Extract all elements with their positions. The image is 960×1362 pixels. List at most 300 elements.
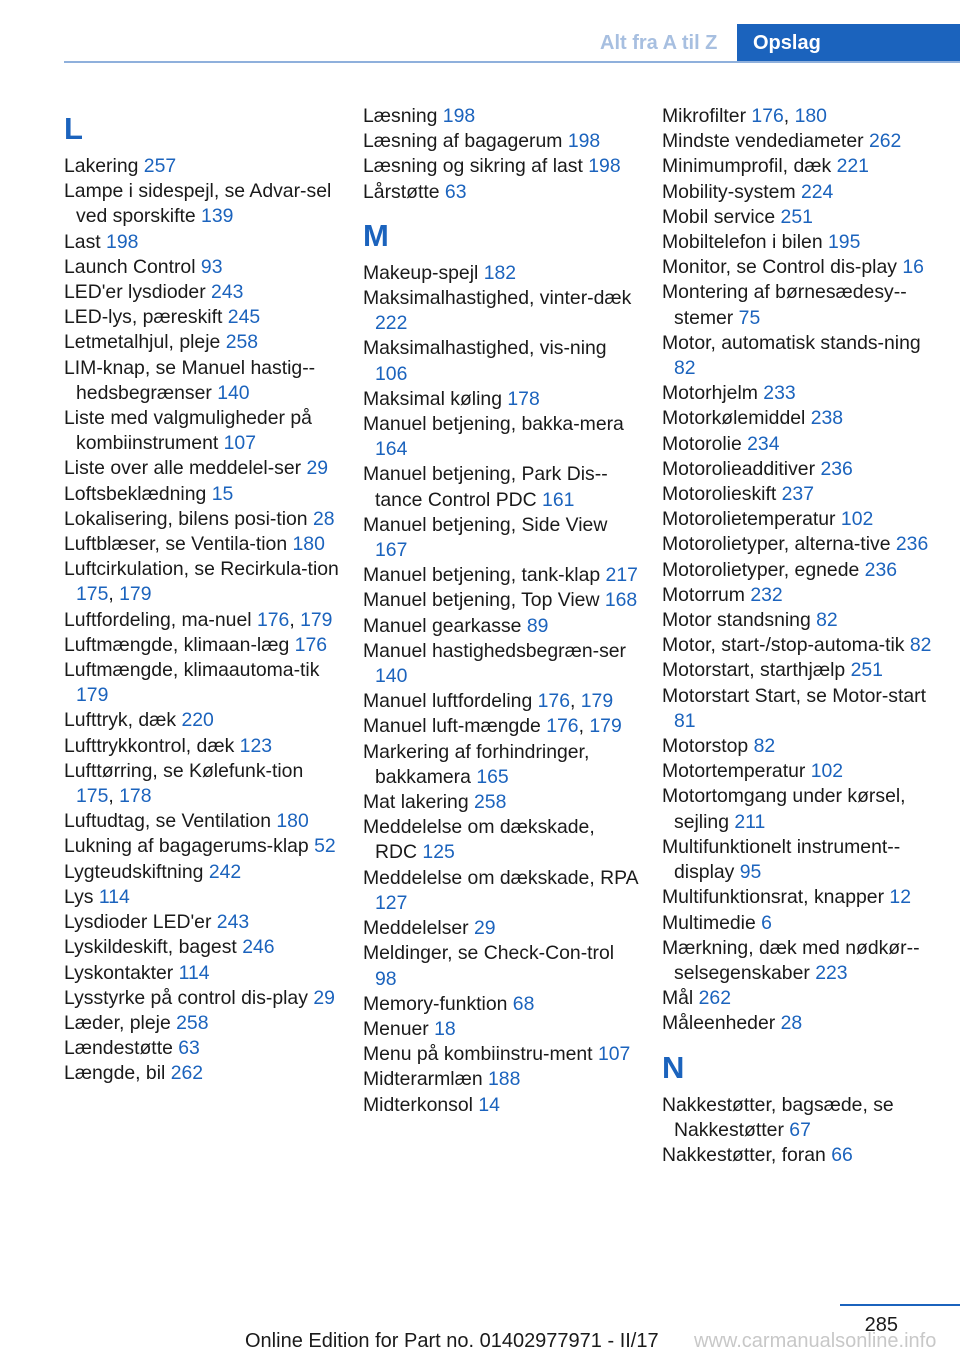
index-term: Manuel luftfordeling	[363, 690, 538, 713]
page-reference-link[interactable]: 82	[753, 735, 776, 758]
index-term: Memory-funktion	[363, 992, 513, 1015]
page-reference-link[interactable]: 180	[292, 533, 325, 556]
index-entry	[662, 936, 937, 986]
footer-rule	[840, 1304, 960, 1306]
page-reference-link[interactable]: 81	[674, 709, 696, 732]
page-reference-link[interactable]: 164	[375, 438, 408, 461]
index-entry	[662, 331, 937, 381]
index-term: Mat lakering	[363, 791, 475, 814]
index-term: Mobility-system	[662, 180, 801, 203]
page-reference-link[interactable]: 234	[747, 432, 780, 455]
index-entry	[363, 563, 638, 588]
index-entry	[662, 759, 937, 784]
page-reference-link[interactable]: 182	[483, 261, 517, 284]
page-reference-link[interactable]: 107	[223, 432, 256, 455]
index-entry	[363, 588, 638, 613]
watermark: www.carmanualsonline.info	[694, 1330, 937, 1352]
index-letter-heading: M	[363, 217, 389, 253]
index-column-2	[363, 104, 638, 1118]
page-reference-link[interactable]: 243	[211, 281, 244, 304]
index-entry	[363, 412, 638, 462]
index-entry	[363, 815, 638, 865]
index-term: Læsning og sikring af last	[363, 155, 589, 178]
index-term: Meddelelse om dækskade, RPA	[363, 866, 638, 889]
page-reference-link[interactable]: 125	[422, 841, 455, 864]
index-entry	[363, 336, 638, 386]
page-reference-link[interactable]: 222	[375, 312, 408, 335]
index-entry	[64, 885, 339, 910]
page-reference-link[interactable]: 28	[312, 507, 335, 530]
index-entry	[363, 689, 638, 714]
index-entry	[363, 941, 638, 991]
index-entry	[363, 261, 638, 286]
index-term: Lampe i sidespejl, se Advar-sel ved sporskifte	[64, 180, 332, 228]
page-reference-link[interactable]: 198	[567, 130, 601, 153]
page-reference-link[interactable]: 178	[507, 387, 540, 410]
index-entry	[64, 456, 339, 481]
index-term: Multimedie	[662, 911, 762, 934]
index-term: Nakkestøtter, foran	[662, 1143, 832, 1166]
index-term: Montering af børnesædesy-stemer	[662, 281, 907, 329]
index-entry	[363, 104, 638, 129]
index-entry	[662, 482, 937, 507]
index-term: Mikrofilter	[662, 105, 752, 127]
index-term: Liste med valgmuligheder på kombiinstrument	[64, 407, 312, 455]
index-term: Motorstart Start, se Motor-start	[662, 684, 926, 707]
page-number: 285	[864, 1314, 898, 1336]
index-entry	[662, 784, 937, 834]
index-term: Længde, bil	[64, 1062, 171, 1085]
index-term: Læder, pleje	[64, 1011, 177, 1034]
page-reference-link[interactable]: 106	[375, 362, 408, 385]
index-entry	[363, 740, 638, 790]
index-term: Luftmængde, klimaautoma-tik	[64, 659, 320, 682]
index-entry	[662, 154, 937, 179]
page-reference-link[interactable]: 198	[106, 230, 139, 253]
page-reference-link[interactable]: 198	[588, 155, 621, 178]
index-term: Meddelelse om dækskade, RDC	[363, 816, 595, 864]
index-entry	[64, 809, 339, 834]
page-reference-link[interactable]: 89	[526, 614, 549, 637]
index-term: Motorolietyper, egnede	[662, 558, 865, 581]
page-reference-link[interactable]: 220	[181, 709, 214, 732]
index-column-3	[662, 104, 937, 1168]
index-term: Markering af forhindringer, bakkamera	[363, 740, 590, 788]
index-term: Lårstøtte	[363, 180, 445, 203]
index-term: Motorolieadditiver	[662, 457, 821, 480]
page-reference-link[interactable]: 114	[98, 885, 130, 908]
index-entry	[662, 1143, 937, 1168]
page-reference-link[interactable]: 236	[820, 457, 853, 480]
index-term: Lys	[64, 885, 99, 908]
index-term: Luftblæser, se Ventila-tion	[64, 533, 293, 556]
index-entry	[64, 633, 339, 658]
index-term: LED'er lysdioder	[64, 281, 212, 304]
index-entry	[64, 834, 339, 859]
index-term: Mål	[662, 987, 699, 1010]
page-reference-link[interactable]: 68	[512, 992, 535, 1015]
index-entry	[64, 910, 339, 935]
page-reference-link[interactable]: 82	[909, 634, 932, 657]
index-entry	[363, 129, 638, 154]
index-term: Mærkning, dæk med nødkør-selsegenskaber	[662, 936, 920, 984]
page-reference-link[interactable]: 257	[143, 155, 177, 177]
page-reference-link[interactable]: 15	[211, 482, 234, 505]
index-term: Motorhjelm	[662, 382, 764, 405]
index-entry	[662, 180, 937, 205]
index-entry	[363, 1093, 638, 1118]
index-entry	[363, 1017, 638, 1042]
page-reference-link[interactable]: 245	[227, 306, 261, 329]
index-term: Lyskontakter	[64, 961, 179, 984]
index-term: Makeup-spejl	[363, 261, 484, 284]
index-entry	[662, 684, 937, 734]
page-separator: ,	[578, 715, 590, 738]
index-term: Luftmængde, klimaan-læg	[64, 633, 295, 656]
page-reference-link[interactable]: 29	[306, 457, 329, 480]
index-term: Meddelelser	[363, 917, 475, 940]
index-term: Lufttrykkontrol, dæk	[64, 734, 240, 757]
index-term: Motorolie	[662, 432, 748, 455]
page-reference-link[interactable]: 18	[434, 1017, 456, 1040]
index-entry	[363, 790, 638, 815]
index-term: Maksimalhastighed, vinter-dæk	[363, 287, 632, 310]
index-term: Last	[64, 230, 107, 253]
page-reference-link[interactable]: 211	[734, 810, 766, 833]
page-reference-link[interactable]: 188	[488, 1068, 521, 1091]
page-separator: ,	[289, 608, 301, 631]
index-term: Lakering	[64, 155, 144, 177]
page-reference-link[interactable]: 237	[781, 483, 814, 506]
page-reference-link[interactable]: 217	[605, 564, 638, 587]
page-reference-link[interactable]: 262	[698, 987, 731, 1010]
page-reference-link[interactable]: 28	[780, 1012, 803, 1035]
index-entry	[662, 835, 937, 885]
index-letter-heading: L	[64, 111, 83, 146]
index-term: LED-lys, pæreskift	[64, 306, 228, 329]
index-entry	[64, 759, 339, 809]
page-reference-link[interactable]: 95	[739, 861, 762, 884]
index-term: Motor standsning	[662, 609, 817, 632]
index-letter-heading: N	[662, 1049, 685, 1085]
page-reference-link[interactable]: 233	[763, 382, 796, 405]
page-reference-link[interactable]: 12	[889, 886, 911, 909]
index-term: Maksimalhastighed, vis-ning	[363, 337, 607, 360]
index-term: Motorolietyper, alterna-tive	[662, 533, 896, 556]
index-entry	[64, 1061, 339, 1086]
index-term: Liste over alle meddelel-ser	[64, 457, 307, 480]
page-reference-link[interactable]: 102	[840, 508, 874, 531]
page-reference-link[interactable]: 251	[780, 205, 813, 228]
page-reference-link[interactable]: 176	[751, 105, 784, 127]
page-reference-link[interactable]: 29	[474, 917, 496, 940]
index-entry	[64, 532, 339, 557]
index-term: Manuel betjening, Side View	[363, 513, 608, 536]
index-term: Lukning af bagagerums-klap	[64, 835, 315, 858]
index-entry	[64, 961, 339, 986]
index-term: Motor, automatisk stands-ning	[662, 331, 921, 354]
index-entry	[64, 557, 339, 607]
index-term: Motorolieskift	[662, 483, 782, 506]
page-reference-link[interactable]: 63	[178, 1037, 200, 1060]
index-term: Lysdioder LED'er	[64, 911, 217, 934]
index-term: Motorstop	[662, 735, 754, 758]
page-separator: ,	[108, 785, 120, 808]
index-term: Maksimal køling	[363, 387, 508, 410]
index-entry	[363, 180, 638, 205]
index-entry	[64, 230, 339, 255]
page-reference-link[interactable]: 14	[478, 1093, 500, 1116]
page-reference-link[interactable]: 176	[537, 690, 570, 713]
index-term: Menuer	[363, 1017, 435, 1040]
index-entry	[662, 432, 937, 457]
index-term: Motorstart, starthjælp	[662, 659, 851, 682]
index-entry	[64, 330, 339, 355]
index-term: Lufttryk, dæk	[64, 709, 182, 732]
index-term: Motortemperatur	[662, 760, 811, 783]
page-reference-link[interactable]: 179	[76, 684, 109, 707]
index-entry	[662, 1011, 937, 1036]
page-separator: ,	[569, 690, 581, 713]
page-reference-link[interactable]: 224	[800, 180, 834, 203]
page-reference-link[interactable]: 243	[216, 911, 250, 934]
page-reference-link[interactable]: 258	[176, 1011, 209, 1034]
index-term: Lændestøtte	[64, 1037, 179, 1060]
page-reference-link[interactable]: 29	[313, 986, 335, 1009]
index-entry	[662, 911, 937, 936]
page-reference-link[interactable]: 82	[674, 357, 696, 380]
index-term: Manuel betjening, tank-klap	[363, 564, 606, 587]
index-term: Manuel betjening, bakka-mera	[363, 413, 624, 436]
index-entry	[363, 714, 638, 739]
index-entry	[64, 179, 339, 229]
index-entry	[64, 1011, 339, 1036]
page-reference-link[interactable]: 180	[276, 810, 309, 833]
index-term: Nakkestøtter, bagsæde, se Nakkestøtter	[662, 1093, 894, 1141]
index-term: Lufttørring, se Kølefunk-tion	[64, 759, 304, 782]
page-reference-link[interactable]: 236	[864, 558, 898, 581]
index-entry	[64, 507, 339, 532]
footer-edition: Online Edition for Part no. 01402977971 - II/17	[245, 1330, 659, 1352]
page-reference-link[interactable]: 238	[810, 407, 844, 430]
page-reference-link[interactable]: 246	[242, 936, 275, 959]
index-entry	[662, 457, 937, 482]
index-term: Midterkonsol	[363, 1093, 479, 1116]
index-term: Manuel betjening, Top View	[363, 589, 605, 612]
page-reference-link[interactable]: 98	[375, 967, 397, 990]
index-term: Manuel luft-mængde	[363, 715, 547, 738]
index-entry	[662, 633, 937, 658]
index-entry	[662, 734, 937, 759]
index-term: Luftfordeling, ma-nuel	[64, 608, 257, 631]
index-term: Multifunktionelt instrument-display	[662, 835, 901, 884]
index-term: Launch Control	[64, 255, 201, 278]
page-reference-link[interactable]: 139	[201, 205, 234, 228]
index-entry	[363, 639, 638, 689]
page-reference-link[interactable]: 258	[225, 331, 259, 354]
index-entry	[64, 406, 339, 456]
index-entry	[662, 507, 937, 532]
index-term: Motorolietemperatur	[662, 508, 841, 531]
page-reference-link[interactable]: 258	[474, 791, 507, 814]
page-reference-link[interactable]: 127	[375, 891, 408, 914]
page-reference-link[interactable]: 165	[476, 765, 509, 788]
index-term: Mindste vendediameter	[662, 130, 869, 153]
index-entry	[662, 280, 937, 330]
page-reference-link[interactable]: 176	[546, 715, 579, 738]
index-term: Motorkølemiddel	[662, 407, 811, 430]
index-entry	[662, 406, 937, 431]
page-reference-link[interactable]: 195	[828, 231, 861, 254]
page-reference-link[interactable]: 179	[580, 690, 614, 713]
index-term: Lysstyrke på control dis-play	[64, 986, 314, 1009]
page-reference-link[interactable]: 242	[208, 860, 242, 883]
index-entry	[662, 558, 937, 583]
page-reference-link[interactable]: 123	[239, 734, 273, 757]
page-reference-link[interactable]: 168	[604, 589, 638, 612]
page-separator: ,	[108, 583, 120, 606]
page-reference-link[interactable]: 223	[815, 961, 848, 984]
index-entry	[662, 583, 937, 608]
page-reference-link[interactable]: 251	[850, 659, 883, 682]
page-reference-link[interactable]: 107	[597, 1043, 631, 1066]
index-term: Motor, start-/stop-automa-tik	[662, 634, 910, 657]
index-term: Lyskildeskift, bagest	[64, 936, 243, 959]
index-term: Manuel betjening, Park Dis-tance Control PDC	[363, 463, 608, 511]
index-term: LIM-knap, se Manuel hastig-hedsbegrænser	[64, 356, 316, 404]
index-term: Måleenheder	[662, 1012, 781, 1035]
index-entry	[64, 280, 339, 305]
index-entry	[64, 608, 339, 633]
index-term: Motorrum	[662, 583, 751, 606]
page-reference-link[interactable]: 176	[294, 633, 328, 656]
index-entry	[363, 992, 638, 1017]
index-entry	[662, 129, 937, 154]
page-separator: ,	[783, 105, 795, 127]
index-entry	[662, 986, 937, 1011]
index-entry	[64, 935, 339, 960]
page-reference-link[interactable]: 232	[750, 583, 783, 606]
page-reference-link[interactable]: 140	[217, 381, 250, 404]
page-reference-link[interactable]: 179	[300, 608, 333, 631]
section-tab: Alt fra A til Z	[600, 32, 718, 54]
index-entry	[662, 658, 937, 683]
index-entry	[662, 885, 937, 910]
page-reference-link[interactable]: 262	[868, 130, 902, 153]
page-reference-link[interactable]: 178	[119, 785, 152, 808]
index-entry	[64, 708, 339, 733]
index-term: Manuel gearkasse	[363, 614, 527, 637]
index-entry	[64, 658, 339, 708]
index-entry	[363, 286, 638, 336]
index-entry	[64, 305, 339, 330]
page-reference-link[interactable]: 176	[256, 608, 290, 631]
index-entry	[363, 462, 638, 512]
index-entry	[662, 255, 937, 280]
index-term: Monitor, se Control dis-play	[662, 256, 903, 279]
index-term: Loftsbeklædning	[64, 482, 212, 505]
index-term: Luftcirkulation, se Recirkula-tion	[64, 558, 339, 581]
page-reference-link[interactable]: 161	[542, 488, 575, 511]
index-entry	[363, 513, 638, 563]
index-entry	[363, 154, 638, 179]
page-reference-link[interactable]: 179	[589, 715, 622, 738]
page-reference-link[interactable]: 16	[902, 256, 924, 279]
index-entry	[662, 381, 937, 406]
index-entry	[64, 860, 339, 885]
index-column-1	[64, 104, 339, 1087]
page-reference-link[interactable]: 236	[895, 533, 929, 556]
index-entry	[64, 255, 339, 280]
index-entry	[64, 356, 339, 406]
page-reference-link[interactable]: 180	[794, 105, 827, 127]
index-term: Luftudtag, se Ventilation	[64, 810, 277, 833]
page-reference-link[interactable]: 67	[789, 1118, 811, 1141]
index-term: Meldinger, se Check-Con-trol	[363, 942, 615, 965]
index-entry	[64, 154, 339, 179]
index-entry	[363, 916, 638, 941]
index-entry	[363, 1067, 638, 1092]
page-reference-link[interactable]: 175	[76, 785, 109, 808]
page-reference-link[interactable]: 75	[738, 306, 761, 329]
index-term: Lygteudskiftning	[64, 860, 209, 883]
page-reference-link[interactable]: 66	[831, 1143, 853, 1166]
index-term: Manuel hastighedsbegræn-ser	[363, 639, 627, 662]
page-reference-link[interactable]: 82	[816, 609, 838, 632]
index-entry	[363, 387, 638, 412]
index-term: Læsning af bagagerum	[363, 130, 568, 153]
index-term: Mobiltelefon i bilen	[662, 231, 828, 254]
index-entry	[64, 482, 339, 507]
index-entry	[662, 205, 937, 230]
index-entry	[363, 1042, 638, 1067]
page-reference-link[interactable]: 175	[76, 583, 109, 606]
header-rule	[64, 61, 960, 63]
chapter-tab: Opslag	[737, 24, 960, 62]
page-reference-link[interactable]: 102	[810, 760, 844, 783]
page-reference-link[interactable]: 114	[178, 961, 210, 984]
index-entry	[363, 614, 638, 639]
page-reference-link[interactable]: 198	[442, 105, 476, 127]
page-reference-link[interactable]: 140	[375, 665, 408, 688]
index-term: Læsning	[363, 105, 443, 127]
page-reference-link[interactable]: 63	[444, 180, 467, 203]
index-entry	[662, 230, 937, 255]
page-reference-link[interactable]: 221	[836, 155, 869, 178]
index-entry	[64, 1036, 339, 1061]
page-reference-link[interactable]: 52	[314, 835, 336, 858]
index-entry	[662, 104, 937, 129]
index-term: Minimumprofil, dæk	[662, 155, 837, 178]
page-reference-link[interactable]: 93	[200, 255, 223, 278]
index-entry	[662, 1093, 937, 1143]
page-reference-link[interactable]: 167	[375, 539, 408, 562]
index-entry	[363, 866, 638, 916]
page-reference-link[interactable]: 262	[170, 1062, 204, 1085]
index-term: Letmetalhjul, pleje	[64, 331, 226, 354]
index-term: Multifunktionsrat, knapper	[662, 886, 890, 909]
index-term: Midterarmlæn	[363, 1068, 488, 1091]
index-term: Lokalisering, bilens posi-tion	[64, 507, 313, 530]
index-term: Mobil service	[662, 205, 781, 228]
page-reference-link[interactable]: 6	[761, 911, 772, 934]
index-entry	[662, 532, 937, 557]
index-entry	[662, 608, 937, 633]
page-reference-link[interactable]: 179	[119, 583, 152, 606]
index-entry	[64, 986, 339, 1011]
index-term: Motortomgang under kørsel, sejling	[662, 785, 906, 833]
index-term: Menu på kombiinstru-ment	[363, 1043, 598, 1066]
